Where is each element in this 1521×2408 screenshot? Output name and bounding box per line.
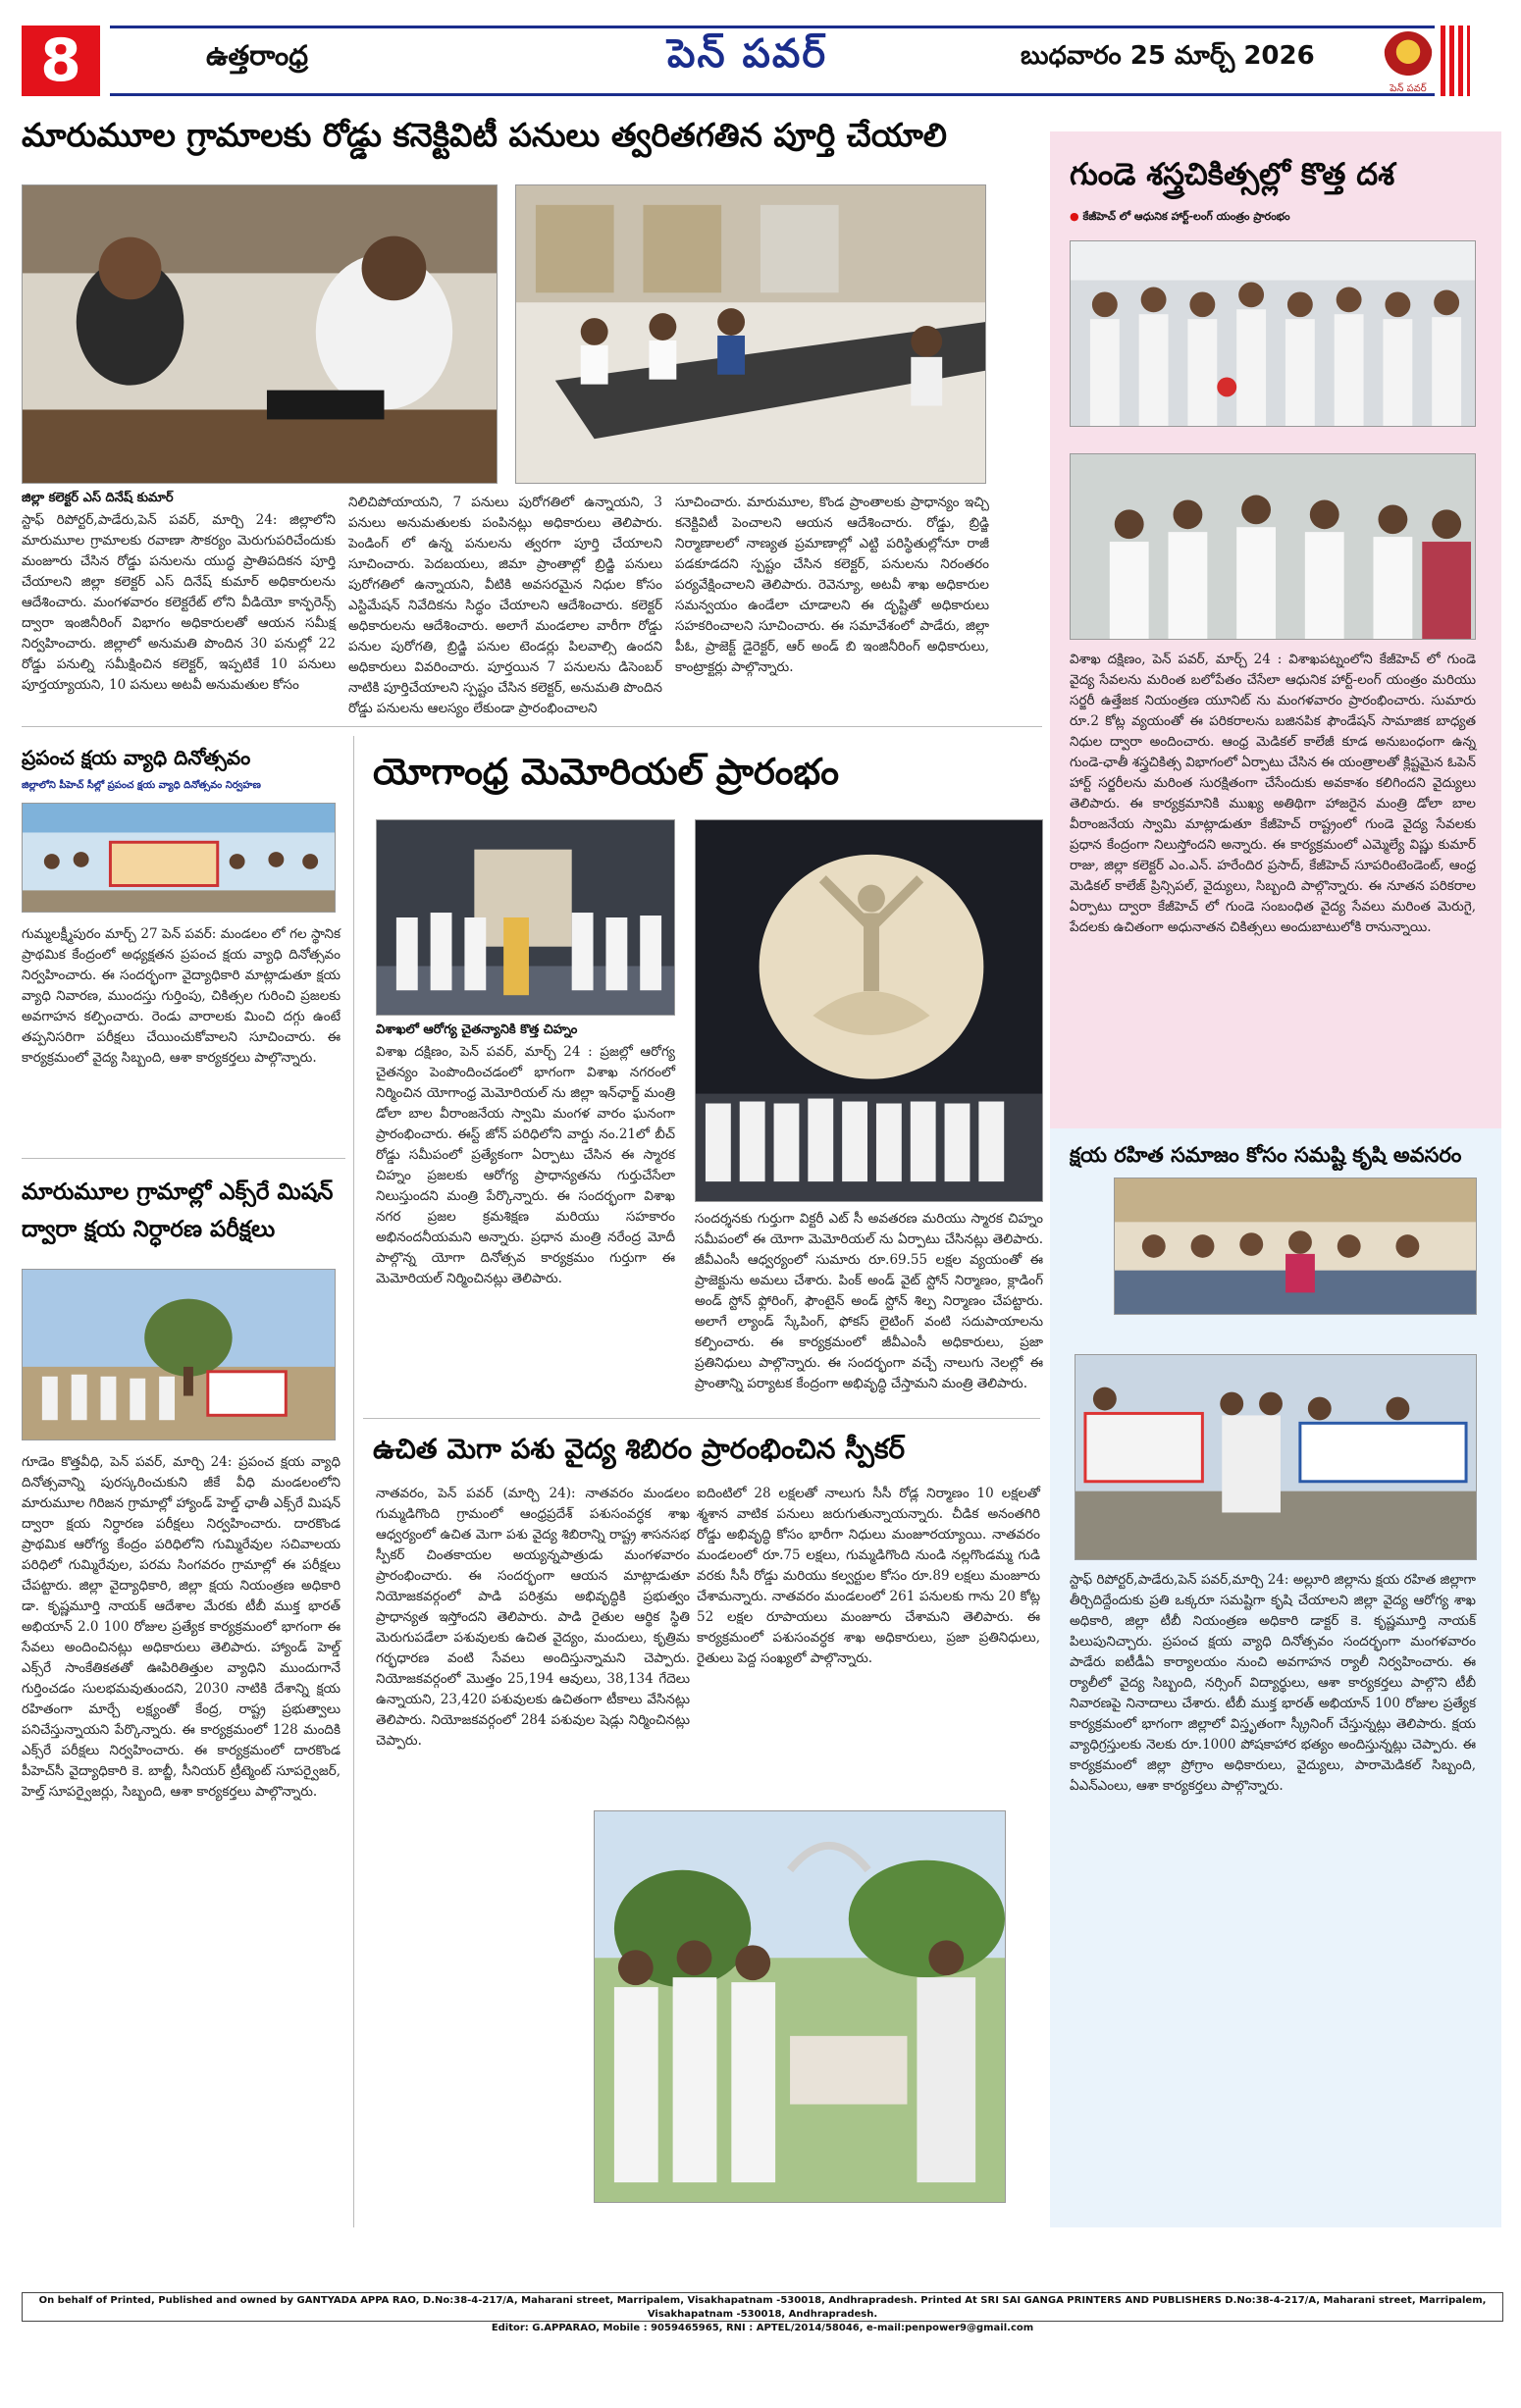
header-rule-top bbox=[110, 26, 1435, 28]
page-number: 8 bbox=[22, 26, 100, 96]
story4-photo bbox=[22, 1269, 336, 1440]
story1-caption: జిల్లా కలెక్టర్ ఎస్ దినేష్ కుమార్ bbox=[22, 491, 174, 505]
story1-photo-collector bbox=[22, 184, 498, 484]
header-stripe bbox=[1441, 26, 1470, 96]
story2-subhead: కేజీహెచ్ లో ఆధునిక హార్ట్-లంగ్ యంత్రం ప్రారంభం bbox=[1082, 210, 1290, 223]
imprint-line2: Editor: G.APPARAO, Mobile : 9059465965, RNI : APTEL/2014/58046, e-mail:penpower9@gmail.com bbox=[491, 2323, 1034, 2333]
paper-name: పెన్ పవర్ bbox=[667, 31, 828, 77]
story2-subhead-wrap bbox=[1070, 210, 1492, 226]
story1-col3: సూచించారు. మారుమూల, కొండ ప్రాంతాలకు ప్రాధాన్యం ఇచ్చి కనెక్టివిటీ పెంచాలని ఆయన ఆదేశించారు. రోడ్డు, బ్రిడ్జి నిర్మాణాలలో నాణ్యత ప్రమాణాల్లో ఎట్టి పరిస్థితుల్లోనూ రాజీ పడకూడదని స్పష్టం చేసిన కలెక్టర్, పనులను నిరంతరం పర్యవేక్షించాలని తెలిపారు. రెవెన్యూ, అటవీ శాఖ అధికారుల సమన్వయం ఉండేలా చూడాలని ఈ దృష్టితో అధికారులు సహకరించాలని సూచించారు. ఈ సమావేశంలో పాడేరు, జిల్లా పీఓ, ప్రాజెక్ట్ డైరెక్టర్, ఆర్ అండ్ బి ఇంజినీరింగ్ అధికారులు, కాంట్రాక్టర్లు పాల్గొన్నారు. bbox=[675, 495, 989, 675]
divider bbox=[353, 736, 354, 2227]
story7-body: స్టాఫ్ రిపోర్టర్,పాడేరు,పెన్ పవర్,మార్చి 24: అల్లూరి జిల్లాను క్షయ రహిత జిల్లాగా తీర్చిదిద్దేందుకు ప్రతి ఒక్కరూ సమష్టిగా కృషి చేయాలని జిల్లా వైద్య ఆరోగ్య శాఖ అధికారి, జిల్లా టీబీ నియంత్రణ అధికారి డాక్టర్ కె. కృష్ణమూర్తి నాయక్ పిలుపునిచ్చారు. ప్రపంచ క్షయ వ్యాధి దినోత్సవం సందర్భంగా మంగళవారం పాడేరు ఐటీడీఏ కార్యాలయం నుంచి అవగాహన ర్యాలీ నిర్వహించారు. ఈ ర్యాలీలో వైద్య సిబ్బంది, నర్సింగ్ విద్యార్థులు, ఆశా కార్యకర్తలు పాల్గొని టీబీ నివారణపై నినాదాలు చేశారు. టీబీ ముక్త భారత్ అభియాన్ 100 రోజుల ప్రత్యేక కార్యక్రమంలో భాగంగా జిల్లాలో విస్తృతంగా స్క్రీనింగ్ చేస్తున్నట్లు తెలిపారు. క్షయ వ్యాధిగ్రస్తులకు నెలకు రూ.1000 పోషకాహార భత్యం అందిస్తున్నట్లు చెప్పారు. ఈ కార్యక్రమంలో జిల్లా ప్రోగ్రాం అధికారులు, వైద్యులు, పారామెడికల్ సిబ్బంది, ఏఎన్ఎంలు, ఆశా కార్యకర్తలు పాల్గొన్నారు. bbox=[1070, 1572, 1476, 1794]
story1-col1: స్టాఫ్ రిపోర్టర్,పాడేరు,పెన్ పవర్, మార్చి 24: జిల్లాలోని మారుమూల గ్రామాలకు రవాణా సౌకర్యం మెరుగుపరిచేందుకు మంజూరు చేసిన రోడ్డు పనులను యుద్ధ ప్రాతిపదికన పూర్తి చేయాలని జిల్లా కలెక్టర్ ఎస్ దినేష్ కుమార్ అధికారులను ఆదేశించారు. మంగళవారం కలెక్టరేట్ లోని వీడియో కాన్ఫరెన్స్ ద్వారా ఇంజినీరింగ్ విభాగం అధికారులతో ఆయన సమీక్ష నిర్వహించారు. జిల్లాలో అనుమతి పొందిన 30 పనుల్లో 22 రోడ్డు పనుల్ని సమీక్షించిన కలెక్టర్, ఇప్పటికే 10 పనులు పూర్తయ్యాయని, 10 పనులు అటవీ అనుమతుల కోసం bbox=[22, 512, 336, 693]
story7-headline: క్షయ రహిత సమాజం కోసం సమష్టి కృషి అవసరం bbox=[1070, 1143, 1462, 1167]
header-rule-bottom bbox=[110, 93, 1435, 96]
story3-subhead: జిల్లాలోని పీహెచ్ సీల్లో ప్రపంచ క్షయ వ్యాధి దినోత్సవం నిర్వహణ bbox=[22, 780, 261, 791]
story5-col2: సందర్శనకు గుర్తుగా విక్టరీ ఎట్ సీ అవతరణ మరియు స్మారక చిహ్నం సమీపంలో ఈ యోగా మెమోరియల్ ను ఏర్పాటు చేసినట్లు తెలిపారు. జీవీఎంసీ ఆధ్వర్యంలో సుమారు రూ.69.55 లక్షల వ్యయంతో ఈ ప్రాజెక్టును అమలు చేశారు. పింక్ అండ్ వైట్ స్టోన్ నిర్మాణం, క్లాడింగ్ అండ్ స్టోన్ ఫ్లోరింగ్, ఫౌంటైన్ అండ్ స్టోన్ శిల్ప నిర్మాణం చేపట్టారు. అలాగే ల్యాండ్ స్కేపింగ్, ఫోకస్ లైటింగ్ వంటి సదుపాయాలను కల్పించారు. ఈ కార్యక్రమంలో జీవీఎంసీ అధికారులు, ప్రజా ప్రతినిధులు పాల్గొన్నారు. ఈ సందర్భంగా వచ్చే నాలుగు నెలల్లో ఈ ప్రాంతాన్ని పర్యాటక కేంద్రంగా అభివృద్ధి చేస్తామని మంత్రి తెలిపారు. bbox=[695, 1211, 1043, 1391]
section-title: ఉత్తరాంధ్ర bbox=[206, 39, 309, 72]
story6-photo bbox=[594, 1810, 1006, 2203]
story1-headline: మారుమూల గ్రామాలకు రోడ్డు కనెక్టివిటీ పనులు త్వరితగతిన పూర్తి చేయాలి bbox=[22, 116, 947, 154]
story3-photo bbox=[22, 803, 336, 913]
story1-photo-meeting bbox=[515, 184, 986, 484]
paper-logo-icon bbox=[1384, 31, 1433, 94]
story4-headline: మారుమూల గ్రామాల్లో ఎక్స్‌రే మిషన్ ద్వారా క్షయ నిర్ధారణ పరీక్షలు bbox=[22, 1179, 334, 1242]
story4-body: గూడెం కొత్తవీధి, పెన్ పవర్, మార్చి 24: ప్రపంచ క్షయ వ్యాధి దినోత్సవాన్ని పురస్కరించుకుని జీకే వీధి మండలంలోని మారుమూల గిరిజన గ్రామాల్లో హ్యాండ్ హెల్డ్ ఛాతీ ఎక్స్‌రే మిషన్ ద్వారా క్షయ నిర్ధారణ పరీక్షలు నిర్వహించారు. దారకొండ ప్రాథమిక ఆరోగ్య కేంద్రం పరిధిలోని గుమ్మిరేవుల సచివాలయ పరిధిలో గుమ్మిరేవుల, పరమ సింగవరం గ్రామాల్లో ఈ పరీక్షలు చేపట్టారు. జిల్లా వైద్యాధికారి, జిల్లా క్షయ నియంత్రణ అధికారి డా. కృష్ణమూర్తి నాయక్ ఆదేశాల మేరకు టీబీ ముక్త భారత్ అభియాన్ 2.0 100 రోజుల ప్రత్యేక కార్యక్రమంలో భాగంగా ఈ సేవలు అందించినట్లు అధికారులు తెలిపారు. హ్యాండ్ హెల్డ్ ఎక్స్‌రే సాంకేతికతతో ఊపిరితిత్తుల వ్యాధిని ముందుగానే గుర్తించడం సులభమవుతుందని, 2030 నాటికి దేశాన్ని క్షయ రహితంగా మార్చే లక్ష్యంతో కేంద్ర, రాష్ట్ర ప్రభుత్వాలు పనిచేస్తున్నాయని పేర్కొన్నారు. ఈ కార్యక్రమంలో 128 మందికి ఎక్స్‌రే పరీక్షలు నిర్వహించారు. ఈ కార్యక్రమంలో దారకొండ పీహెచ్‌సీ వైద్యాధికారి కె. బాబ్జీ, సీనియర్ ట్రీట్మెంట్ సూపర్వైజర్, హెల్త్ సూపర్వైజర్లు, సిబ్బంది, ఆశా కార్యకర్తలు పాల్గొన్నారు. bbox=[22, 1454, 341, 1800]
divider bbox=[363, 1418, 1040, 1419]
story5-headline: యోగాంధ్ర మెమోరియల్ ప్రారంభం bbox=[373, 751, 840, 793]
story5-col1: విశాఖ దక్షిణం, పెన్ పవర్, మార్చ్ 24 : ప్రజల్లో ఆరోగ్య చైతన్యం పెంపొందించడంలో భాగంగా విశాఖ నగరంలో నిర్మించిన యోగాంధ్ర మెమోరియల్ ను జిల్లా ఇన్‌ఛార్జ్ మంత్రి డోలా బాల వీరాంజనేయ స్వామి మంగళ వారం ఘనంగా ప్రారంభించారు. ఈస్ట్ జోన్ పరిధిలోని వార్డు నం.21లో బీచ్ రోడ్డు సమీపంలో ప్రత్యేకంగా ఏర్పాటు చేసిన ఈ స్మారక చిహ్నం ప్రజలకు ఆరోగ్య ప్రాధాన్యతను గుర్తుచేసేలా నిలుస్తుందని మంత్రి పేర్కొన్నారు. ఈ సందర్భంగా విశాఖ నగర ప్రజల క్రమశిక్షణ మరియు సహకారం అభినందనీయమని అన్నారు. ప్రధాన మంత్రి నరేంద్ర మోదీ పాల్గొన్న యోగా దినోత్సవ కార్యక్రమం గుర్తుగా ఈ మెమోరియల్ నిర్మించినట్లు తెలిపారు. bbox=[376, 1044, 675, 1286]
story2-body: విశాఖ దక్షిణం, పెన్ పవర్, మార్చ్ 24 : విశాఖపట్నంలోని కేజీహెచ్ లో గుండె వైద్య సేవలను మరింత బలోపేతం చేసేలా ఆధునిక హార్ట్-లంగ్ యంత్రం మరియు సర్జరీ ఉత్తేజక నియంత్రణ యూనిట్ ను మంగళవారం ప్రారంభించారు. సుమారు రూ.2 కోట్ల వ్యయంతో ఈ పరికరాలను బజినపిక ఫౌండేషన్ సామాజిక బాధ్యత నిధుల ద్వారా అందించారు. ఆంధ్ర మెడికల్ కాలేజీ కూడ అనుబంధంగా ఉన్న గుండె-ఛాతీ శస్త్రచికిత్స విభాగంలో ఏర్పాటు చేసిన ఈ యంత్రాలతో క్లిష్టమైన ఓపెన్ హార్ట్ సర్జరీలను మరింత సురక్షితంగా చేసేందుకు అవకాశం కలిగిందని వైద్యులు తెలిపారు. ఈ కార్యక్రమానికి ముఖ్య అతిథిగా హాజరైన మంత్రి డోలా బాల వీరాంజనేయ స్వామి మాట్లాడుతూ కేజీహెచ్ రాష్ట్రంలో గుండె వైద్య సేవలకు ప్రధాన కేంద్రంగా నిలుస్తోందని అన్నారు. ఈ కార్యక్రమంలో ఎమ్మెల్యే విష్ణు కుమార్ రాజు, జిల్లా కలెక్టర్ ఎం.ఎన్. హరేందిర ప్రసాద్, కేజీహెచ్ సూపరింటెండెంట్, ఆంధ్ర మెడికల్ కాలేజ్ ప్రిన్సిపల్, వైద్యులు, సిబ్బంది పాల్గొన్నారు. ఈ నూతన పరికరాల ఏర్పాటు ద్వారా కేజీహెచ్ లో గుండె సంబంధిత వైద్య సేవలు మరింత మెరుగై, పేదలకు ఉచితంగా అధునాతన చికిత్సలు అందుబాటులోకి రానున్నాయి. bbox=[1070, 652, 1476, 935]
story6-col2: ఐదింటిలో 28 లక్షలతో నాలుగు సీసీ రోడ్ల నిర్మాణం 10 లక్షలతో శ్మశాన వాటిక పనులు జరుగుతున్నాయన్నారు. చీడిక అనంతగిరి రోడ్డు అభివృద్ధి కోసం భారీగా నిధులు మంజూరయ్యాయి. నాతవరం మండలంలో రూ.75 లక్షలు, గుమ్మడిగొంది నుండి నల్లగొండమ్మ గుడి వరకు సీసీ రోడ్డు మరియు కల్వర్టుల కోసం రూ.89 లక్షలు మంజూరు చేశామన్నారు. నాతవరం మండలంలో 261 పనులకు గాను 20 కోట్ల 52 లక్షల రూపాయలు మంజూరు చేశామని తెలిపారు. ఈ కార్యక్రమంలో పశుసంవర్ధక శాఖ అధికారులు, ప్రజా ప్రతినిధులు, రైతులు పెద్ద సంఖ్యలో పాల్గొన్నారు. bbox=[697, 1486, 1040, 1666]
logo-text: పెన్ పవర్ bbox=[1390, 83, 1427, 94]
story1-col2: నిలిచిపోయాయని, 7 పనులు పురోగతిలో ఉన్నాయని, 3 పనులు అనుమతులకు పంపినట్లు అధికారులు తెలిపారు. పెండింగ్ లో ఉన్న పనులను త్వరగా పూర్తి చేయాలని సూచించారు. పెదబయలు, జిమా ప్రాంతాల్లో బ్రిడ్జి పనులు పురోగతిలో ఉన్నాయని, వీటికి అవసరమైన నిధుల కోసం ఎస్టిమేషన్ నివేదికను సిద్ధం చేయాలని ఆదేశించారు. కలెక్టర్ అధికారులను ఆదేశించారు. అలాగే మండలాల వారీగా రోడ్డు పనుల పురోగతి, బ్రిడ్జి పనుల టెండర్లు పిలవాల్సి ఉందని అధికారులు వివరించారు. పూర్తయిన 7 పనులను డిసెంబర్ నాటికి పూర్తిచేయాలని స్పష్టం చేసిన కలెక్టర్, అనుమతి పొందిన రోడ్డు పనులను ఆలస్యం లేకుండా ప్రారంభించాలని bbox=[348, 495, 662, 716]
story5-photo-group bbox=[376, 819, 675, 1016]
story5-caption: విశాఖలో ఆరోగ్య చైతన్యానికి కొత్త చిహ్నం bbox=[376, 1022, 578, 1037]
story2-photo-group bbox=[1070, 240, 1476, 427]
story7-photo-rally bbox=[1075, 1354, 1477, 1560]
divider bbox=[22, 1158, 345, 1159]
divider bbox=[22, 726, 1042, 727]
imprint-footer bbox=[22, 2292, 1503, 2333]
story6-headline: ఉచిత మెగా పశు వైద్య శిబిరం ప్రారంభించిన స్పీకర్ bbox=[373, 1433, 906, 1465]
story3-headline: ప్రపంచ క్షయ వ్యాధి దినోత్సవం bbox=[22, 746, 251, 769]
story2-photo-ribbon bbox=[1070, 453, 1476, 640]
story5-photo-memorial bbox=[695, 819, 1043, 1202]
story3-body: గుమ్మలక్ష్మీపురం మార్చ్ 27 పెన్ పవర్: మండలం లో గల స్థానిక ప్రాథమిక కేంద్రంలో అధ్యక్షతన ప్రపంచ క్షయ వ్యాధి దినోత్సవం నిర్వహించారు. ఈ సందర్భంగా వైద్యాధికారి మాట్లాడుతూ క్షయ వ్యాధి నివారణ, ముందస్తు గుర్తింపు, చికిత్సల గురించి ప్రజలకు అవగాహన కల్పించారు. రెండు వారాలకు మించి దగ్గు ఉంటే తప్పనిసరిగా పరీక్షలు చేయించుకోవాలని సూచించారు. ఈ కార్యక్రమంలో వైద్య సిబ్బంది, ఆశా కార్యకర్తలు పాల్గొన్నారు. bbox=[22, 926, 341, 1066]
story6-col1: నాతవరం, పెన్ పవర్ (మార్చి 24): నాతవరం మండలం గుమ్మడిగొంది గ్రామంలో ఆంధ్రప్రదేశ్ పశుసంవర్ధక శాఖ ఆధ్వర్యంలో ఉచిత మెగా పశు వైద్య శిబిరాన్ని రాష్ట్ర శాసనసభ స్పీకర్ చింతకాయల అయ్యన్నపాత్రుడు మంగళవారం ప్రారంభించారు. ఈ సందర్భంగా ఆయన మాట్లాడుతూ నియోజకవర్గంలో పాడి పరిశ్రమ అభివృద్ధికి ప్రభుత్వం ప్రాధాన్యత ఇస్తోందని తెలిపారు. పాడి రైతుల ఆర్థిక స్థితి మెరుగుపడేలా పశువులకు ఉచిత వైద్యం, మందులు, కృత్రిమ గర్భధారణ వంటి సేవలు అందిస్తున్నామని చెప్పారు. నియోజకవర్గంలో మొత్తం 25,194 ఆవులు, 38,134 గేదెలు ఉన్నాయని, 23,420 పశువులకు ఉచితంగా టీకాలు వేసినట్లు తెలిపారు. నియోజకవర్గంలో 284 పశువుల షెడ్లు నిర్మించినట్లు చెప్పారు. bbox=[376, 1486, 690, 1749]
issue-date: బుధవారం 25 మార్చ్ 2026 bbox=[1021, 41, 1315, 71]
story7-photo-stage bbox=[1114, 1178, 1477, 1315]
story2-headline: గుండె శస్త్రచికిత్సల్లో కొత్త దశ bbox=[1070, 157, 1395, 192]
bullet-icon: ● bbox=[1070, 210, 1079, 223]
imprint-line1: On behalf of Printed, Published and owned by GANTYADA APPA RAO, D.No:38-4-217/A, Maharani street, Marripalem, Visakhapatnam -530018, Andhrapradesh. Printed At SRI SAI GANGA PRINTERS AND PUBLISHERS D.No:38-4-217/A, Maharani street, Marripalem, Visakhapatnam -530018, Andhrapradesh. bbox=[38, 2295, 1487, 2320]
